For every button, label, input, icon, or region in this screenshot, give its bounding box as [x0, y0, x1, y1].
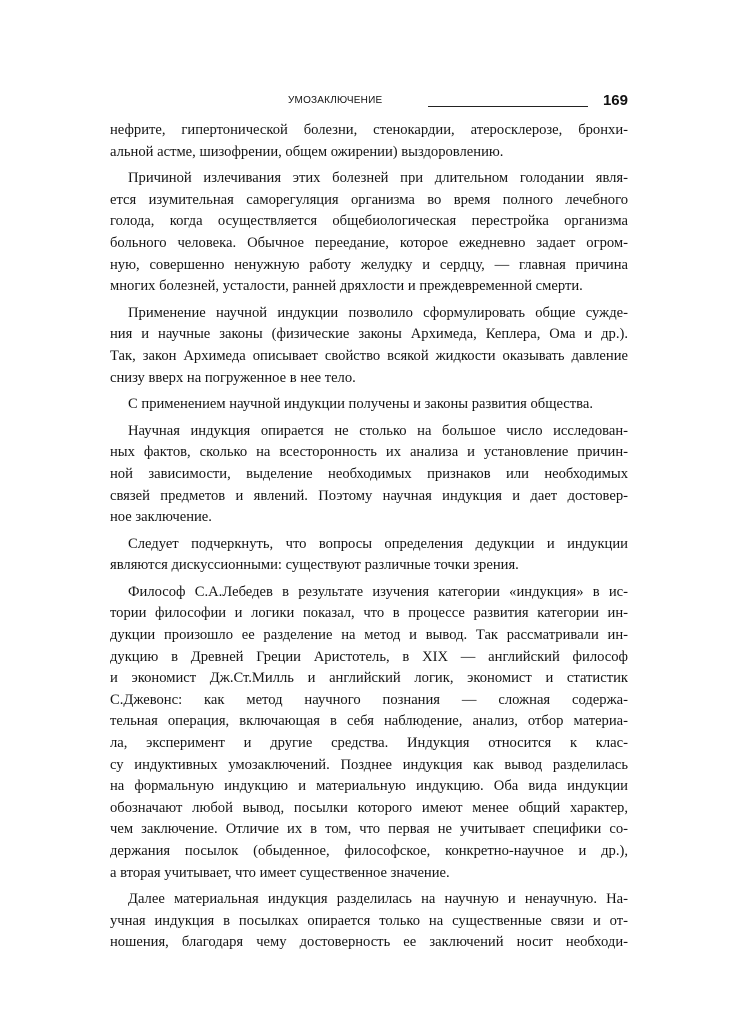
text-line: чем заключение. Отличие их в том, что первая не учитывает специфики со- [110, 821, 628, 838]
running-header [110, 92, 628, 112]
text-line: Следует подчеркнуть, что вопросы определения дедукции и индукции [128, 535, 628, 552]
text-line: С.Джевонс: как метод научного познания — сложная содержа- [110, 691, 628, 708]
paragraph [110, 168, 628, 298]
text-line: нефрите, гипертонической болезни, стенокардии, атеросклерозе, бронхи- [110, 122, 628, 138]
text-line: ла, эксперимент и другие средства. Индукция относится к клас- [110, 735, 628, 752]
paragraph [110, 421, 628, 529]
text-line: голода, когда осуществляется общебиологическая перестройка организма [110, 213, 628, 230]
text-line: ную, совершенно ненужную работу желудку и сердцу, — главная причина [110, 256, 628, 273]
paragraph [110, 534, 628, 577]
text-line: Так, закон Архимеда описывает свойство всякой жидкости оказывать давление [110, 347, 628, 364]
text-line: учная индукция в посылках опирается только на существенные связи и от- [110, 912, 628, 929]
paragraph [110, 889, 628, 954]
text-line: су индуктивных умозаключений. Позднее индукция как вывод разделилась [110, 756, 628, 773]
text-line: Далее материальная индукция разделилась на научную и ненаучную. На- [128, 891, 628, 908]
text-line: Научная индукция опирается не столько на большое число исследован- [128, 422, 628, 439]
header-rule [428, 106, 588, 107]
text-line: на формальную индукцию и материальную индукцию. Оба вида индукции [110, 778, 628, 795]
text-line: тории философии и логики показал, что в процессе развития категории ин- [110, 605, 628, 622]
text-line: ния и научные законы (физические законы Архимеда, Кеплера, Ома и др.). [110, 326, 628, 343]
text-line: дукции произошло ее разделение на метод и вывод. Так рассматривали ин- [110, 627, 628, 644]
text-line: и экономист Дж.Ст.Милль и английский логик, экономист и статистик [110, 670, 628, 687]
text-line: ется изумительная саморегуляция организма во время полного лечебного [110, 191, 628, 208]
text-line: альной астме, шизофрении, общем ожирении) выздоровлению. [110, 143, 504, 160]
running-header-title: УМОЗАКЛЮЧЕНИЕ [288, 95, 383, 106]
text-line: ношения, благодаря чему достоверность ее заключений носит необходи- [110, 934, 628, 951]
text-line: а вторая учитывает, что имеет существенное значение. [110, 864, 450, 881]
paragraph [110, 120, 628, 163]
body-text [110, 120, 628, 959]
text-line: связей предметов и явлений. Поэтому научная индукция и дает достовер- [110, 487, 628, 504]
text-line: дукцию в Древней Греции Аристотель, в XIX — английский философ [110, 648, 628, 665]
text-line: С применением научной индукции получены и законы развития общества. [128, 396, 593, 413]
paragraph [110, 582, 628, 884]
text-line: больного человека. Обычное переедание, которое ежедневно задает огром- [110, 234, 628, 251]
text-line: Философ С.А.Лебедев в результате изучения категории «индукция» в ис- [128, 583, 628, 600]
page-number: 169 [602, 92, 628, 109]
text-line: ное заключение. [110, 509, 212, 526]
paragraph [110, 303, 628, 389]
text-line: ной зависимости, выделение необходимых признаков или необходимых [110, 465, 628, 482]
text-line: многих болезней, усталости, ранней дряхлости и преждевременной смерти. [110, 278, 583, 295]
text-line: тельная операция, включающая в себя наблюдение, анализ, отбор материа- [110, 713, 628, 730]
text-line: обозначают любой вывод, посылки которого имеют менее общий характер, [110, 799, 628, 816]
text-line: снизу вверх на погруженное в нее тело. [110, 369, 356, 386]
paragraph [110, 394, 628, 416]
text-line: Применение научной индукции позволило сформулировать общие сужде- [128, 304, 628, 321]
text-line: являются дискуссионными: существуют различные точки зрения. [110, 557, 519, 574]
text-line: держания посылок (обыденное, философское, конкретно-научное и др.), [110, 843, 628, 859]
text-line: Причиной излечивания этих болезней при длительном голодании явля- [128, 170, 628, 187]
text-line: ных фактов, сколько на всесторонность их анализа и установление причин- [110, 444, 628, 461]
